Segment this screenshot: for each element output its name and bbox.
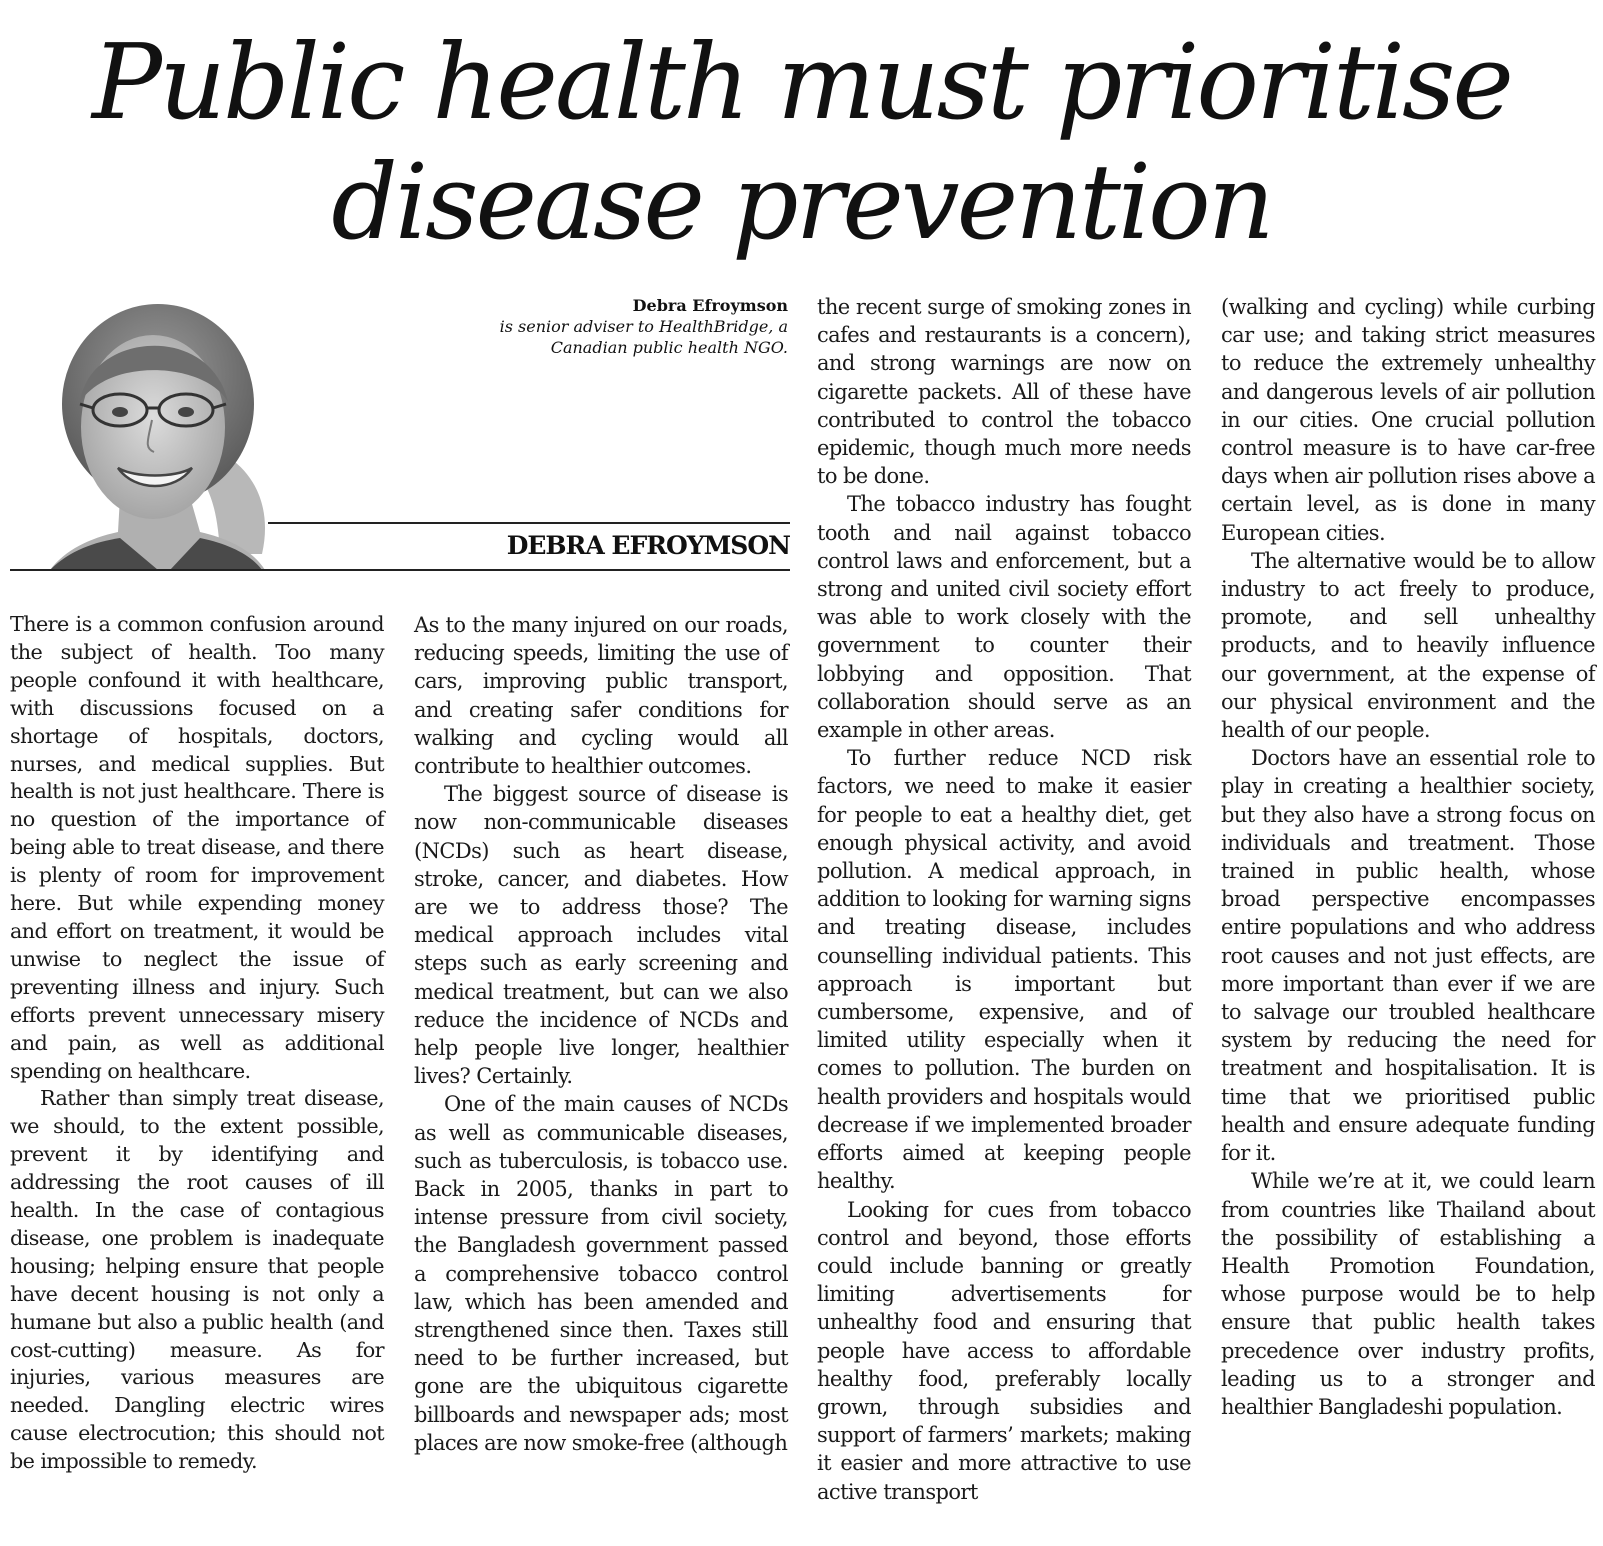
byline-top-rule xyxy=(268,522,790,524)
author-portrait-photo xyxy=(40,292,280,570)
headline-line-1: Public health must prioritise xyxy=(92,21,1511,143)
author-name: Debra Efroymson xyxy=(632,296,788,315)
paragraph: The alternative would be to allow industry to act freely to produce, promote, and sell unhealthy products, and to heavily influence our government, at the expense of our physical environment and the health of our people. xyxy=(1221,548,1595,743)
paragraph: The tobacco industry has fought tooth and nail against tobacco control laws and enforcement, but a strong and united civil society effort was able to work closely with the government to counter their lobbying and opposition. That collaboration should serve as an example in other areas. xyxy=(817,492,1191,743)
article-column-1 xyxy=(10,611,384,1511)
author-bio-line-2: Canadian public health NGO. xyxy=(550,338,788,357)
paragraph: As to the many injured on our roads, reducing speeds, limiting the use of cars, improving public transport, and creating safer conditions for walking and cycling would all contribute to healthier outcomes. xyxy=(414,613,788,779)
paragraph: Doctors have an essential role to play in creating a healthier society, but they also have a strong focus on individuals and treatment. Those trained in public health, whose broad perspective encompasses entire populations and who address root causes and not just effects, are more important than ever if we are to salvage our troubled healthcare system by reducing the need for treatment and hospitalisation. It is time that we prioritised public health and ensure adequate funding for it. xyxy=(1221,746,1595,1166)
paragraph: To further reduce NCD risk factors, we need to make it easier for people to eat a healthy diet, get enough physical activity, and avoid pollution. A medical approach, in addition to looking for warning signs and treating disease, includes counselling individual patients. This approach is important but cumbersome, expensive, and of limited utility especially when it comes to pollution. The burden on health providers and hospitals would decrease if we implemented broader efforts aimed at keeping people healthy. xyxy=(817,746,1191,1194)
author-credit xyxy=(300,295,788,358)
article-column-2 xyxy=(414,611,788,1511)
byline-bottom-rule xyxy=(10,569,790,571)
paragraph: the recent surge of smoking zones in cafes and restaurants is a concern), and strong warnings are now on cigarette packets. All of these have contributed to control the tobacco epidemic, though much more needs to be done. xyxy=(817,295,1191,489)
article-column-4 xyxy=(1221,293,1595,1518)
paragraph: Looking for cues from tobacco control and beyond, those efforts could include banning or greatly limiting advertisements for unhealthy food and ensuring that people have access to affordable healthy food, preferably locally grown, through subsidies and support of farmers’ markets; making it easier and more attractive to use active transport xyxy=(817,1197,1191,1504)
paragraph: The biggest source of disease is now non-communicable diseases (NCDs) such as heart disease, stroke, cancer, and diabetes. How are we to address those? The medical approach includes vital steps such as early screening and medical treatment, but can we also reduce the incidence of NCDs and help people live longer, healthier lives? Certainly. xyxy=(414,782,788,1089)
paragraph: (walking and cycling) while curbing car use; and taking strict measures to reduce the extremely unhealthy and dangerous levels of air pollution in our cities. One crucial pollution control measure is to have car-free days when air pollution rises above a certain level, as is done in many European cities. xyxy=(1221,295,1595,545)
paragraph: While we’re at it, we could learn from countries like Thailand about the possibility of establishing a Health Promotion Foundation, whose purpose would be to help ensure that public health takes precedence over industry profits, leading us to a stronger and healthier Bangladeshi population. xyxy=(1221,1169,1595,1419)
paragraph: There is a common confusion around the subject of health. Too many people confound it with healthcare, with discussions focused on a shortage of hospitals, doctors, nurses, and medical supplies. But health is not just healthcare. There is no question of the importance of being able to treat disease, and there is plenty of room for improvement here. But while expending money and effort on treatment, it would be unwise to neglect the issue of preventing illness and injury. Such efforts prevent unnecessary misery and pain, as well as additional spending on healthcare. xyxy=(10,612,384,1083)
author-bio-line-1: is senior adviser to HealthBridge, a xyxy=(499,317,788,336)
paragraph: One of the main causes of NCDs as well as communicable diseases, such as tuberculosis, is tobacco use. Back in 2005, thanks in part to intense pressure from civil society, the Bangladesh government passed a comprehensive tobacco control law, which has been amended and strengthened since then. Taxes still need to be further increased, but gone are the ubiquitous cigarette billboards and newspaper ads; most places are now smoke-free (although xyxy=(414,1092,788,1455)
article-column-3 xyxy=(817,293,1191,1518)
paragraph: Rather than simply treat disease, we should, to the extent possible, prevent it by identifying and addressing the root causes of ill health. In the case of contagious disease, one problem is inadequate housing; helping ensure that people have decent housing is not only a humane but also a public health (and cost-cutting) measure. As for injuries, various measures are needed. Dangling electric wires cause electrocution; this should not be impossible to remedy. xyxy=(10,1086,384,1474)
headline-line-2: disease prevention xyxy=(331,141,1272,263)
headline xyxy=(0,22,1603,262)
byline: DEBRA EFROYMSON xyxy=(506,531,790,560)
